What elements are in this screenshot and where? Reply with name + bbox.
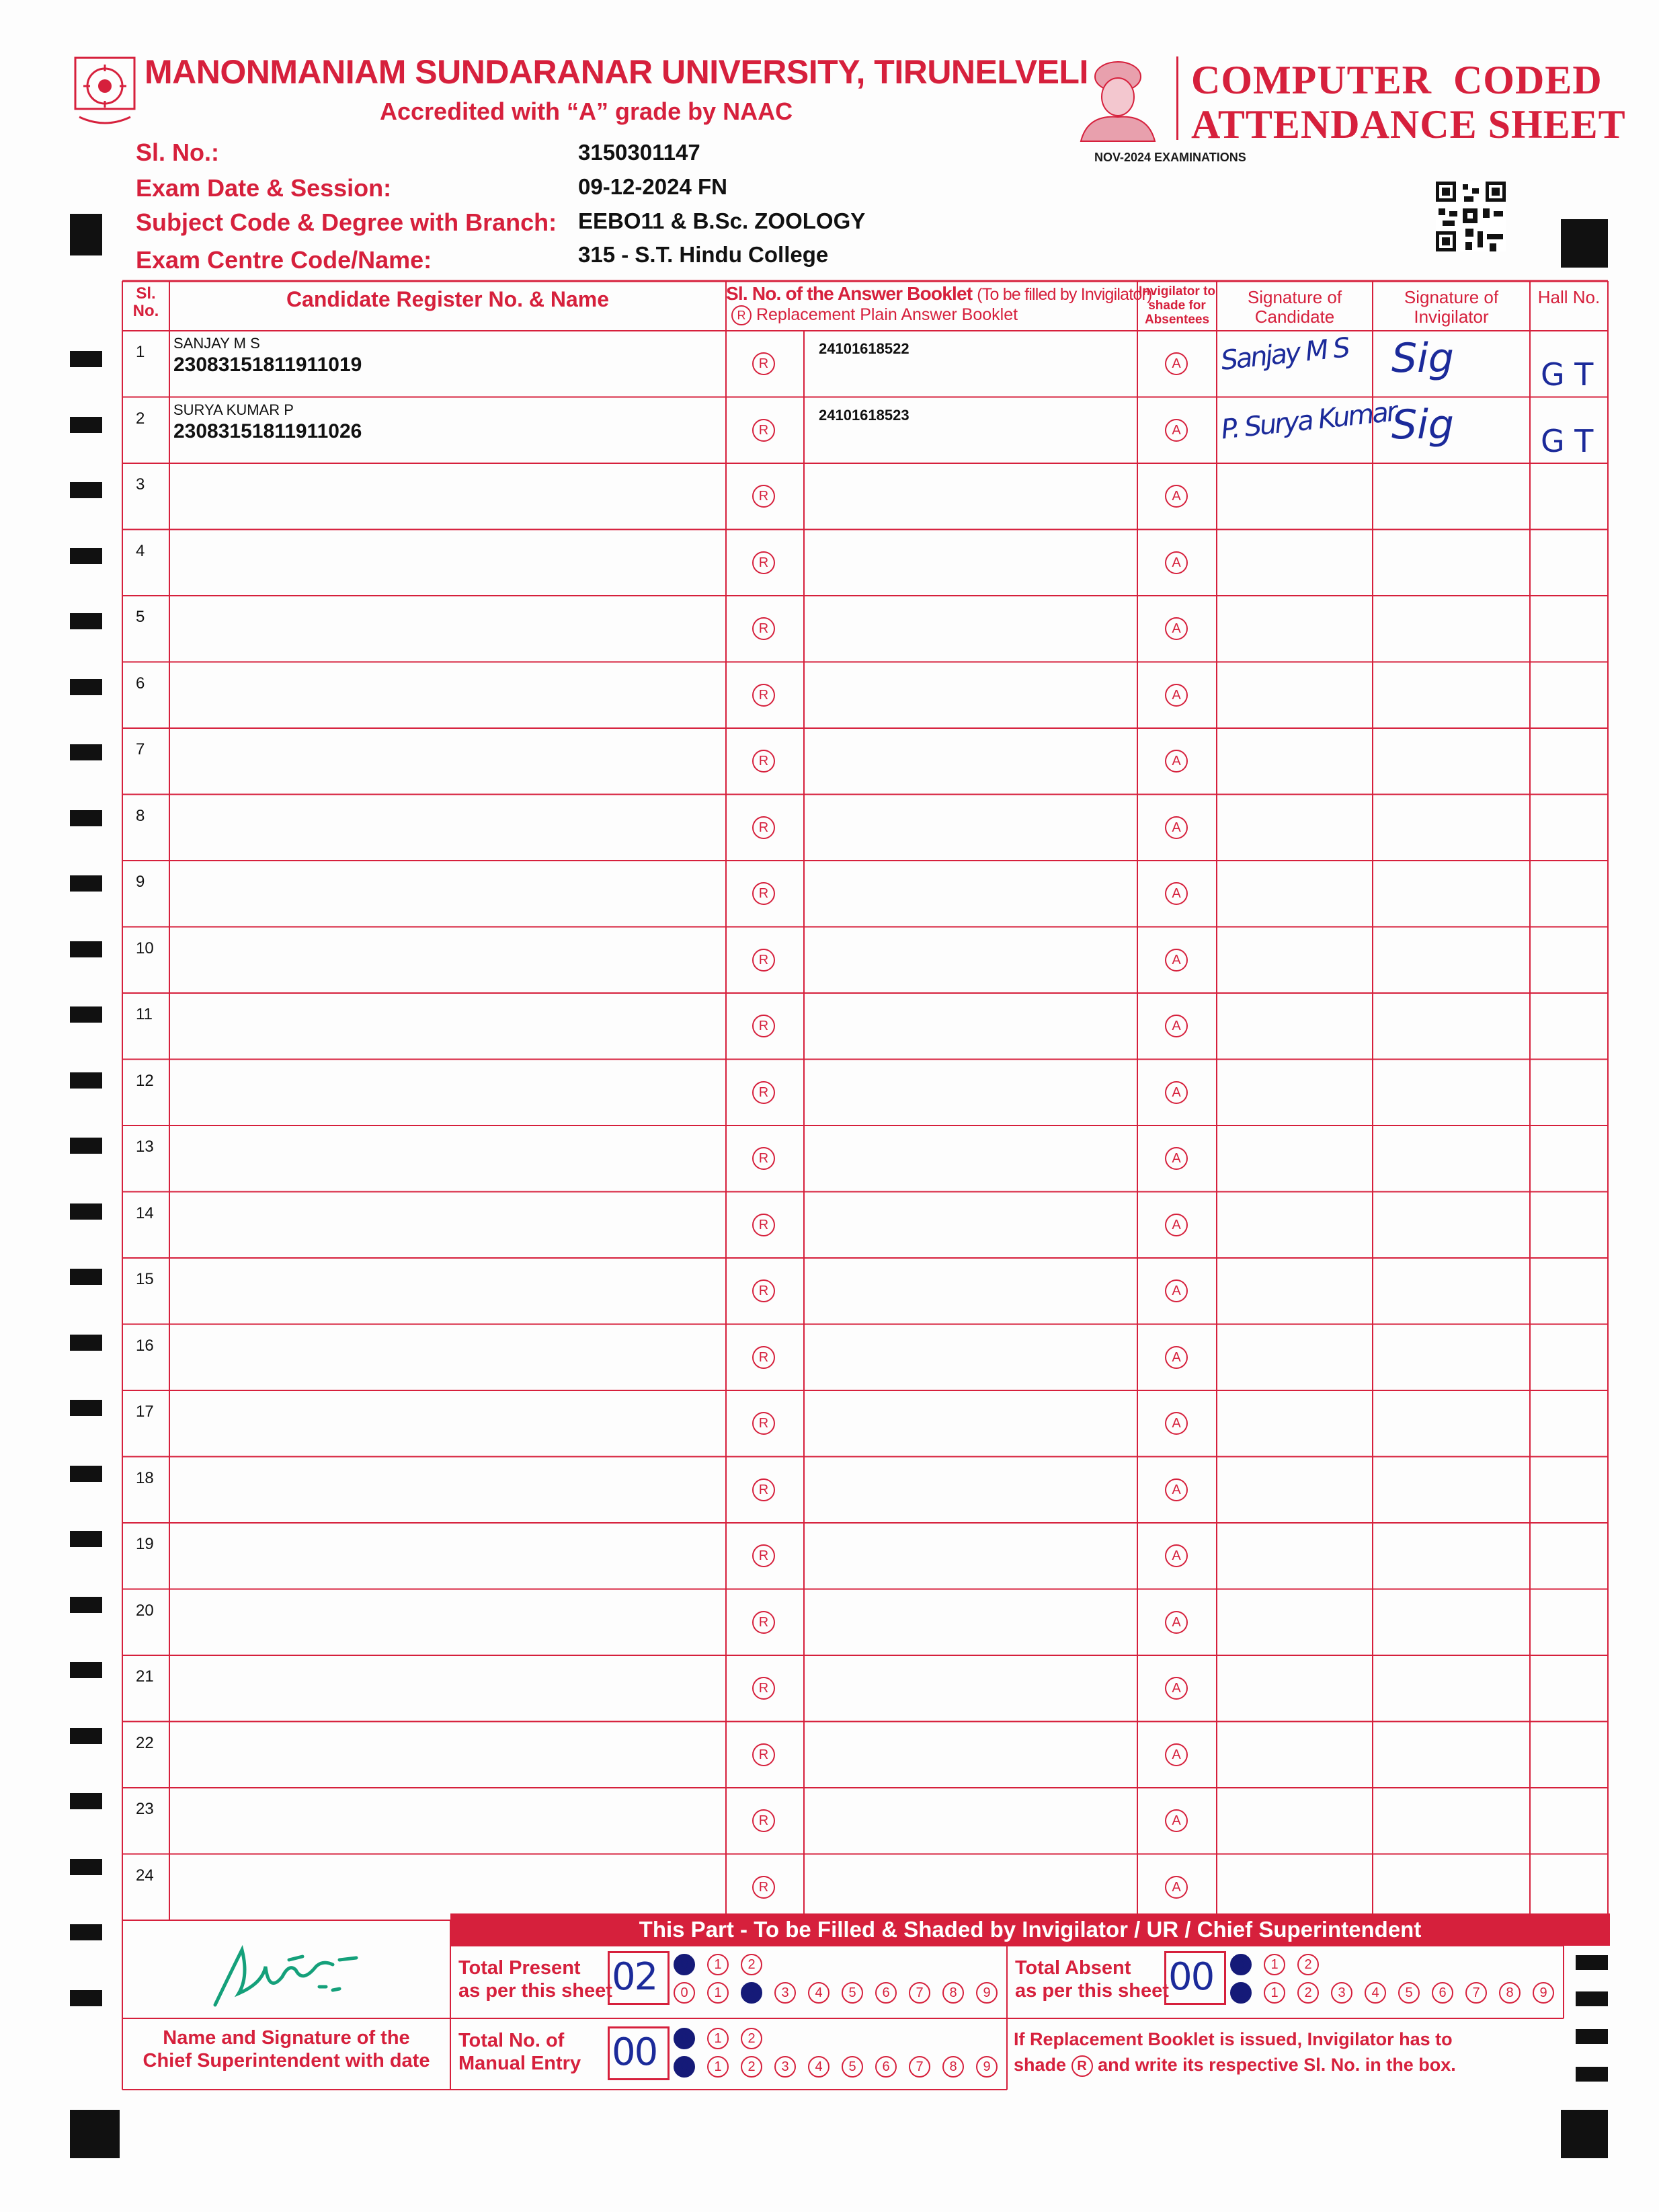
tens-digit-bubble[interactable]: 2 [741,2028,762,2049]
units-digit-bubble[interactable]: 9 [976,2056,998,2078]
absent-a-bubble[interactable]: A [1165,617,1188,640]
units-digit-bubble[interactable]: 3 [774,2056,796,2078]
units-digit-bubble[interactable]: 1 [707,2056,729,2078]
header-booklet: Sl. No. of the Answer Booklet (To be filled by Invigilator) [726,283,1152,304]
replacement-r-icon: R [731,305,752,325]
units-digit-bubble[interactable]: 0 [674,1982,695,2004]
replacement-r-bubble[interactable]: R [752,882,775,905]
absent-a-bubble[interactable]: A [1165,1809,1188,1832]
candidate-register-no: 23083151811911019 [173,354,362,376]
units-digit-bubble[interactable]: 0 [1230,1982,1252,2004]
candidate-signature: P. Surya Kumar [1219,396,1398,445]
centre-label: Exam Centre Code/Name: [136,246,432,274]
absent-a-bubble[interactable]: A [1165,949,1188,972]
units-digit-bubble[interactable]: 8 [1499,1982,1521,2004]
header-absentees: Invigilator to shade for Absentees [1139,284,1215,327]
centre-value: 315 - S.T. Hindu College [578,242,829,267]
header-candidate: Candidate Register No. & Name [286,287,610,311]
units-digit-bubble[interactable]: 7 [909,1982,930,2004]
replacement-r-bubble[interactable]: R [752,1015,775,1037]
absent-a-bubble[interactable]: A [1165,419,1188,442]
header-hall-no: Hall No. [1537,287,1601,307]
header-signature-candidate: Signature of Candidate [1247,287,1342,327]
absent-a-bubble[interactable]: A [1165,1412,1188,1435]
total-absent-label: Total Absent as per this sheet [1015,1957,1169,2002]
tens-digit-bubble[interactable]: 0 [674,2028,695,2049]
replacement-r-bubble[interactable]: R [752,1412,775,1435]
absent-a-bubble[interactable]: A [1165,1743,1188,1766]
tens-digit-bubble[interactable]: 1 [1264,1954,1285,1975]
replacement-r-bubble[interactable]: R [752,816,775,839]
row-sl-no: 17 [136,1403,154,1421]
hall-no: G T [1541,422,1594,459]
tens-digit-bubble[interactable]: 0 [1230,1954,1252,1975]
manual-entry-label: Total No. of Manual Entry [458,2030,581,2074]
manual-entry-value: 00 [612,2030,657,2074]
accreditation: Accredited with “A” grade by NAAC [380,97,793,125]
invigilator-signature: Sig [1391,335,1454,382]
row-sl-no: 3 [136,475,145,493]
units-digit-bubble[interactable]: 9 [1533,1982,1554,2004]
tens-digit-bubble[interactable]: 1 [707,1954,729,1975]
row-sl-no: 10 [136,939,154,957]
row-sl-no: 13 [136,1138,154,1156]
header-replacement: R Replacement Plain Answer Booklet [731,305,1135,325]
units-digit-bubble[interactable]: 6 [875,1982,897,2004]
units-digit-bubble[interactable]: 1 [1264,1982,1285,2004]
replacement-r-bubble[interactable]: R [752,419,775,442]
units-digit-bubble[interactable]: 6 [875,2056,897,2078]
header-signature-invigilator: Signature of Invigilator [1404,287,1499,327]
absent-a-bubble[interactable]: A [1165,1081,1188,1104]
hall-no: G T [1541,356,1594,393]
tens-digit-bubble[interactable]: 1 [707,2028,729,2049]
tens-digit-bubble[interactable]: 2 [741,1954,762,1975]
replacement-r-bubble[interactable]: R [752,750,775,773]
examinations-label: NOV-2024 EXAMINATIONS [1094,151,1246,164]
tens-digit-bubble[interactable]: 0 [674,1954,695,1975]
replacement-note: If Replacement Booklet is issued, Invigilator has to shade R and write its respective Sl. No. in the box. [1014,2026,1456,2078]
absent-a-bubble[interactable]: A [1165,1214,1188,1236]
replacement-r-bubble[interactable]: R [752,1081,775,1104]
row-sl-no: 12 [136,1071,154,1090]
replacement-r-bubble[interactable]: R [752,1677,775,1700]
units-digit-bubble[interactable]: 7 [1465,1982,1487,2004]
replacement-r-bubble[interactable]: R [752,1544,775,1567]
replacement-r-bubble[interactable]: R [752,551,775,574]
total-absent-value: 00 [1168,1955,1214,1999]
row-sl-no: 6 [136,674,145,693]
total-present-value: 02 [612,1955,657,1999]
row-sl-no: 19 [136,1535,154,1553]
units-digit-bubble[interactable]: 8 [942,1982,964,2004]
replacement-r-bubble[interactable]: R [752,1876,775,1899]
replacement-r-icon: R [1071,2055,1093,2077]
subject-value: EEBO11 & B.Sc. ZOOLOGY [578,208,866,233]
absent-a-bubble[interactable]: A [1165,551,1188,574]
replacement-r-bubble[interactable]: R [752,485,775,508]
row-sl-no: 5 [136,608,145,626]
candidate-name: SURYA KUMAR P [173,401,294,418]
candidate-signature: Sanjay M S [1219,332,1350,377]
answer-booklet-no: 24101618522 [819,340,909,357]
absent-a-bubble[interactable]: A [1165,1015,1188,1037]
units-digit-bubble[interactable]: 7 [909,2056,930,2078]
units-digit-bubble[interactable]: 4 [808,2056,830,2078]
subject-label: Subject Code & Degree with Branch: [136,208,557,236]
candidate-name: SANJAY M S [173,335,260,352]
row-sl-no: 9 [136,873,145,891]
replacement-r-bubble[interactable]: R [752,684,775,707]
replacement-r-bubble[interactable]: R [752,1478,775,1501]
absent-a-bubble[interactable]: A [1165,882,1188,905]
replacement-r-bubble[interactable]: R [752,1279,775,1302]
units-digit-bubble[interactable]: 0 [674,2056,695,2078]
row-sl-no: 4 [136,541,145,560]
units-digit-bubble[interactable]: 2 [1297,1982,1319,2004]
units-digit-bubble[interactable]: 5 [842,2056,863,2078]
absent-a-bubble[interactable]: A [1165,1876,1188,1899]
replacement-r-bubble[interactable]: R [752,1809,775,1832]
units-digit-bubble[interactable]: 1 [707,1982,729,2004]
row-sl-no: 20 [136,1601,154,1620]
units-digit-bubble[interactable]: 5 [1398,1982,1420,2004]
row-sl-no: 18 [136,1468,154,1487]
header-sl-no: Sl. No. [132,284,159,321]
replacement-r-bubble[interactable]: R [752,352,775,375]
absent-a-bubble[interactable]: A [1165,1147,1188,1170]
replacement-r-bubble[interactable]: R [752,1743,775,1766]
row-sl-no: 1 [136,343,145,361]
total-present-label: Total Present as per this sheet [458,1957,612,2002]
units-digit-bubble[interactable]: 6 [1432,1982,1453,2004]
units-digit-bubble[interactable]: 3 [774,1982,796,2004]
chief-superintendent-label: Name and Signature of the Chief Superintendent with date [143,2027,430,2071]
row-sl-no: 22 [136,1733,154,1752]
tens-digit-bubble[interactable]: 2 [1297,1954,1319,1975]
exam-date-label: Exam Date & Session: [136,174,392,202]
absent-a-bubble[interactable]: A [1165,1346,1188,1369]
units-digit-bubble[interactable]: 5 [842,1982,863,2004]
absent-a-bubble[interactable]: A [1165,1478,1188,1501]
absent-a-bubble[interactable]: A [1165,1544,1188,1567]
row-sl-no: 2 [136,409,145,428]
replacement-r-bubble[interactable]: R [752,1346,775,1369]
absent-a-bubble[interactable]: A [1165,1677,1188,1700]
row-sl-no: 24 [136,1866,154,1885]
answer-booklet-no: 24101618523 [819,406,909,424]
row-sl-no: 23 [136,1800,154,1818]
replacement-r-bubble[interactable]: R [752,617,775,640]
absent-a-bubble[interactable]: A [1165,1279,1188,1302]
absent-a-bubble[interactable]: A [1165,1611,1188,1634]
row-sl-no: 21 [136,1667,154,1686]
sl-no-value: 3150301147 [578,140,700,165]
row-sl-no: 7 [136,740,145,758]
row-sl-no: 14 [136,1203,154,1222]
absent-a-bubble[interactable]: A [1165,816,1188,839]
units-digit-bubble[interactable]: 9 [976,1982,998,2004]
exam-date-value: 09-12-2024 FN [578,174,727,199]
row-sl-no: 8 [136,806,145,825]
units-digit-bubble[interactable]: 4 [808,1982,830,2004]
row-sl-no: 16 [136,1336,154,1355]
replacement-r-bubble[interactable]: R [752,949,775,972]
replacement-r-bubble[interactable]: R [752,1611,775,1634]
units-digit-bubble[interactable]: 8 [942,2056,964,2078]
replacement-r-bubble[interactable]: R [752,1147,775,1170]
absent-a-bubble[interactable]: A [1165,485,1188,508]
invigilator-signature: Sig [1391,401,1454,448]
units-digit-bubble[interactable]: 2 [741,2056,762,2078]
sl-no-label: Sl. No.: [136,139,219,166]
row-sl-no: 15 [136,1270,154,1288]
units-digit-bubble[interactable]: 4 [1365,1982,1386,2004]
absent-a-bubble[interactable]: A [1165,750,1188,773]
sheet-title: COMPUTER CODED ATTENDANCE SHEET [1191,58,1626,147]
replacement-r-bubble[interactable]: R [752,1214,775,1236]
chief-superintendent-signature-icon [202,1930,390,2017]
absent-a-bubble[interactable]: A [1165,352,1188,375]
row-sl-no: 11 [136,1005,153,1023]
absent-a-bubble[interactable]: A [1165,684,1188,707]
university-name: MANONMANIAM SUNDARANAR UNIVERSITY, TIRUNELVELI [145,53,1088,91]
units-digit-bubble[interactable]: 3 [1331,1982,1352,2004]
invigilator-band: This Part - To be Filled & Shaded by Invigilator / UR / Chief Superintendent [450,1913,1610,1946]
units-digit-bubble[interactable]: 2 [741,1982,762,2004]
candidate-register-no: 23083151811911026 [173,420,362,442]
